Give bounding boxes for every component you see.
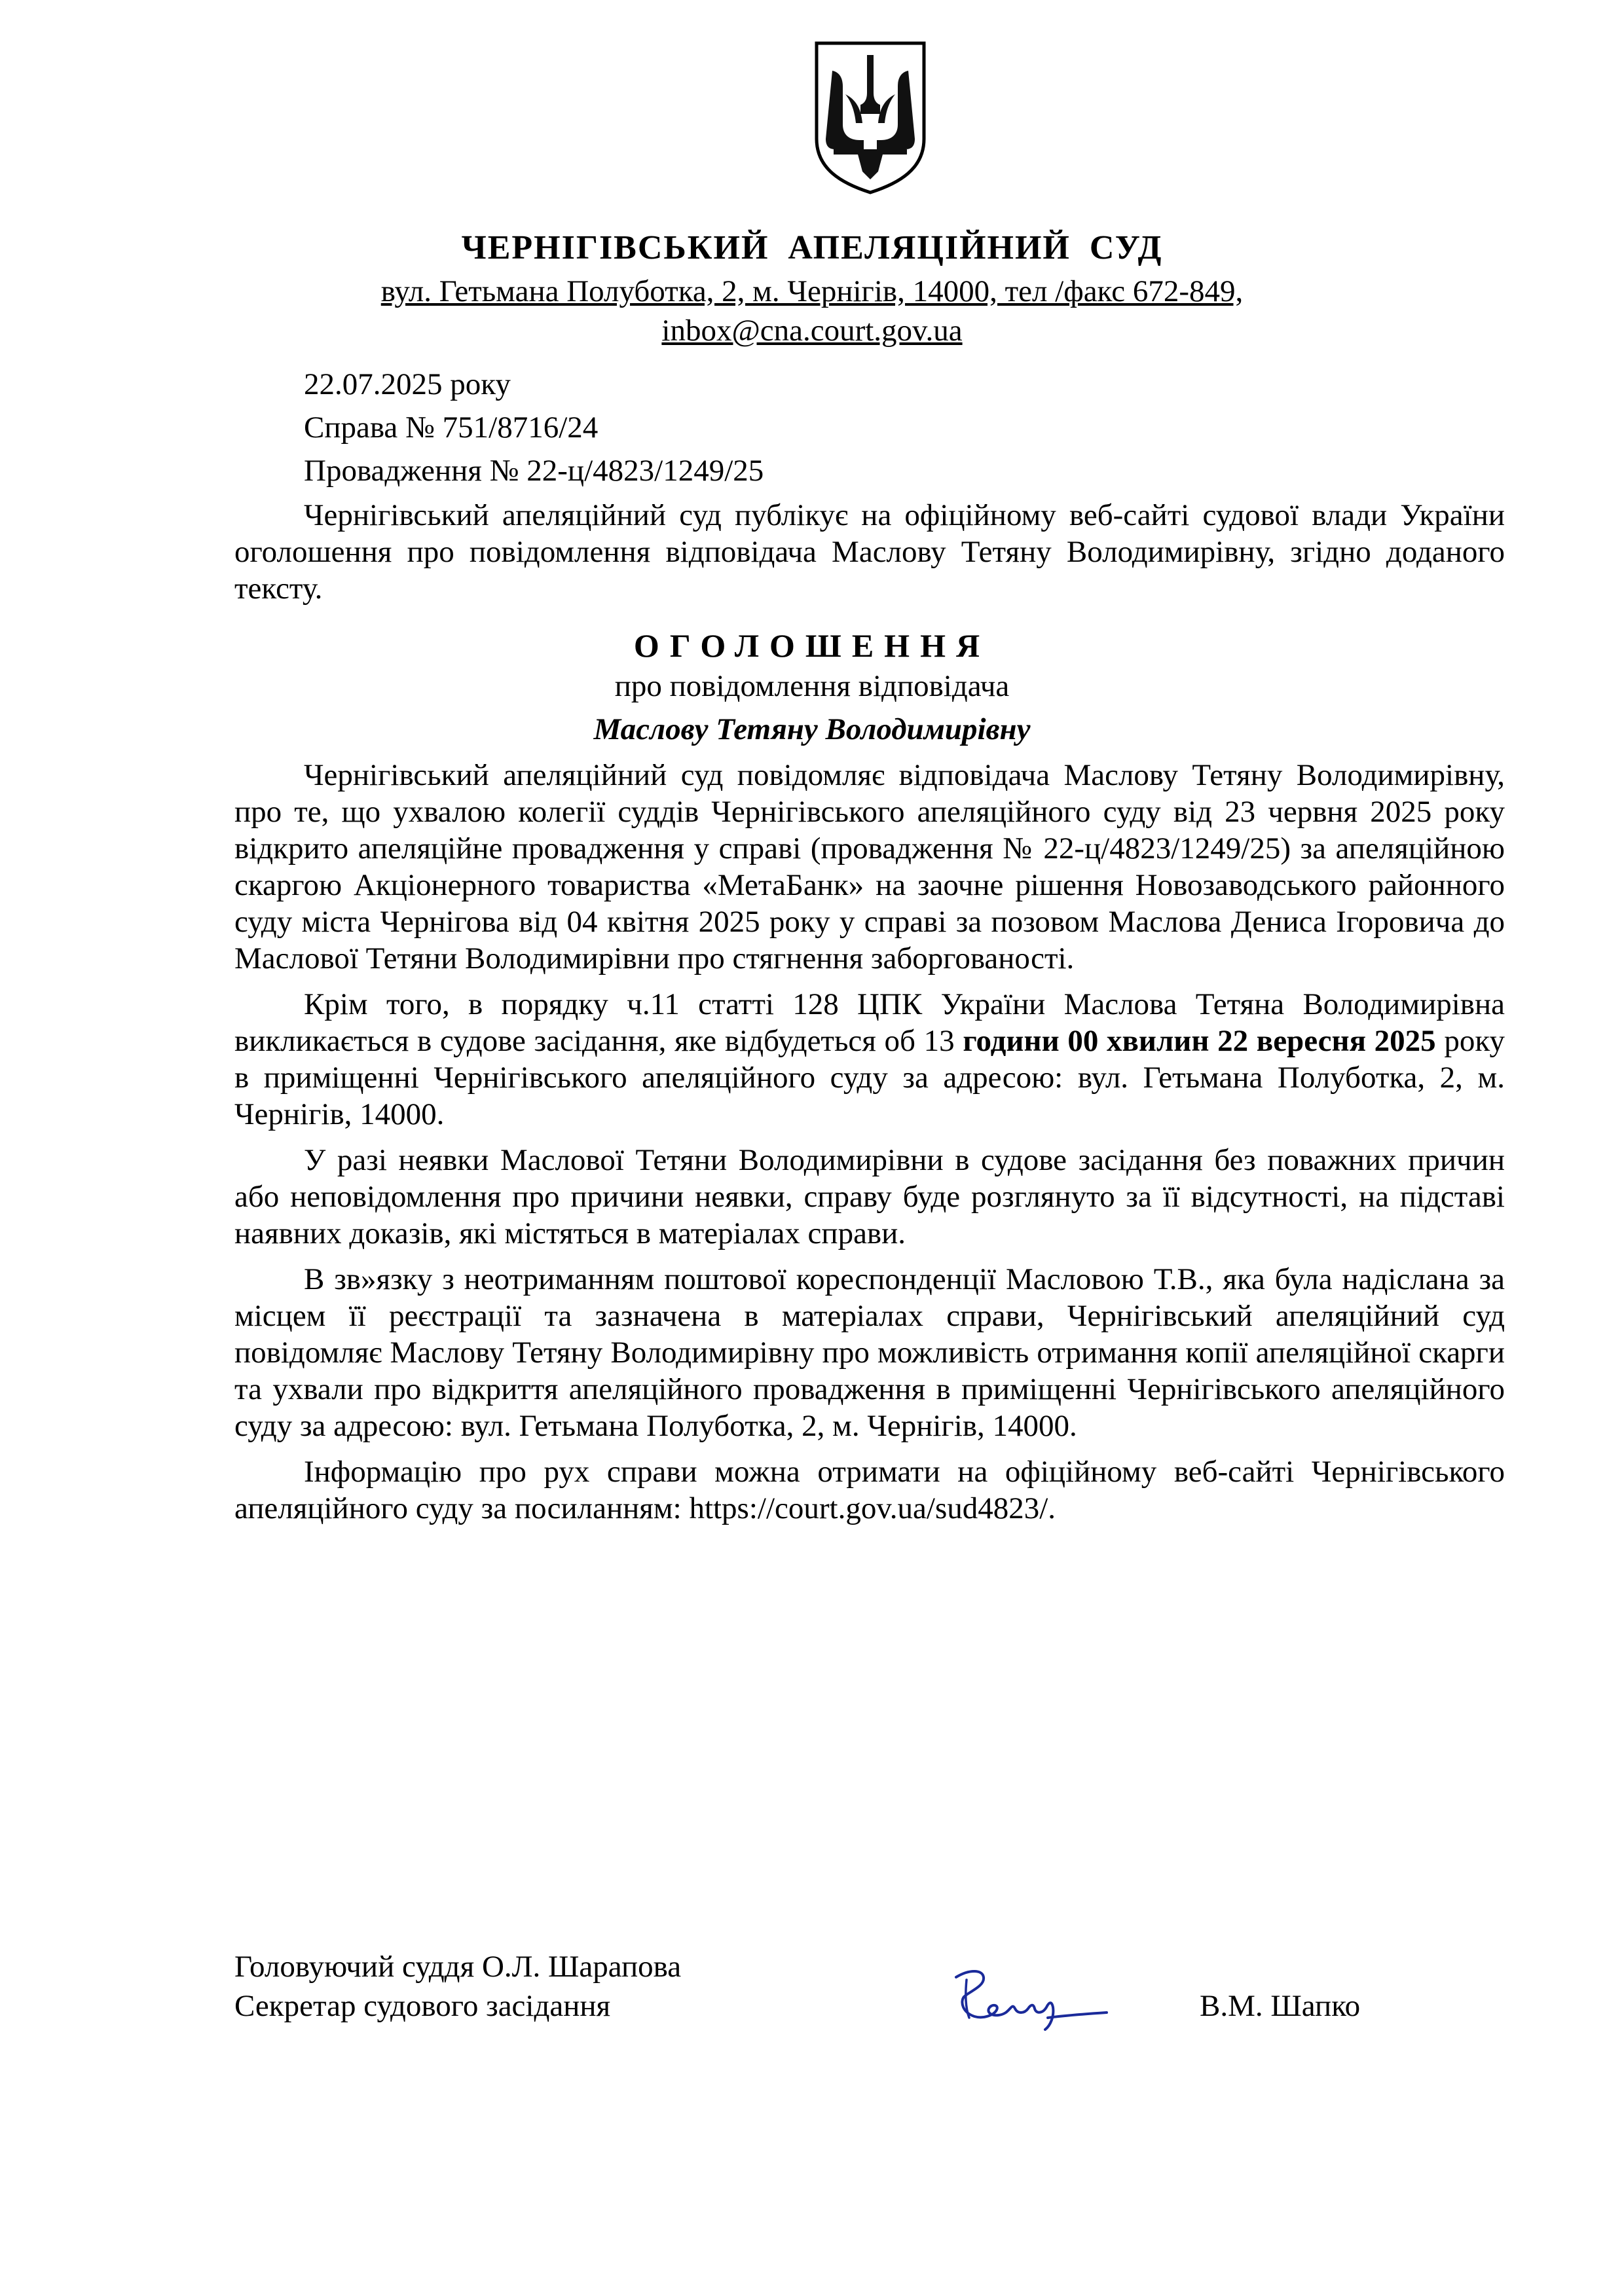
body-paragraph-2-part-2: року в приміщенні Чернігівського апеляційного суду за адресою: вул. Гетьмана Полуботка, 2, м. Чернігів, 14000. [234, 1024, 1505, 1131]
coat-of-arms-icon [814, 41, 927, 195]
body-paragraph-2-part-1: Крім того, в порядку ч.11 статті 128 ЦПК України Маслова Тетяна Володимирівна викликається в судове засідання, яке відбудеться об 13 [234, 987, 1505, 1058]
announcement-person: Маслову Тетяну Володимирівну [593, 712, 1031, 746]
body-paragraph-5: Інформацію про рух справи можна отримати на офіційному веб-сайті Чернігівського апеляційного суду за посиланням: https://court.gov.ua/sud4823/. [234, 1455, 1505, 1525]
letter-date: 22.07.2025 року [304, 367, 511, 401]
announcement-body [234, 757, 1505, 1527]
body-paragraph-4: В зв»язку з неотриманням поштової кореспонденції Масловою Т.В., яка була надіслана за місцем її реєстрації та зазначена в матеріалах справи, Чернігівський апеляційний суд повідомляє Маслову Тетяну Володимирівну про можливість отримання копії апеляційної скарги та ухвали про відкриття апеляційного провадження в приміщенні Чернігівського апеляційного суду за адресою: вул. Гетьмана Полуботка, 2, м. Чернігів, 14000. [234, 1262, 1505, 1443]
court-name: ЧЕРНІГІВСЬКИЙ АПЕЛЯЦІЙНИЙ СУД [461, 229, 1163, 266]
announcement-title: ОГОЛОШЕННЯ [633, 627, 991, 664]
presiding-judge: Головуючий суддя О.Л. Шарапова [234, 1950, 682, 1984]
body-paragraph-1: Чернігівський апеляційний суд повідомляє відповідача Маслову Тетяну Володимирівну, про те, що ухвалою колегії суддів Чернігівського апеляційного суду від 23 червня 2025 року відкрито апеляційне провадження у справі (провадження № 22-ц/4823/1249/25) за апеляційною скаргою Акціонерного товариства «МетаБанк» на заочне рішення Новозаводського районного суду міста Чернігова від 04 квітня 2025 року у справі за позовом Маслова Дениса Ігоровича до Маслової Тетяни Володимирівни про стягнення заборгованості. [234, 758, 1505, 975]
body-paragraph-2 [234, 986, 1505, 1133]
secretary-title: Секретар судового засідання [234, 1989, 611, 2023]
intro-paragraph [234, 497, 1505, 607]
proceeding-number: Провадження № 22-ц/4823/1249/25 [304, 454, 764, 488]
court-email: inbox@cna.court.gov.ua [661, 314, 963, 348]
case-number: Справа № 751/8716/24 [304, 410, 599, 445]
announcement-subtitle: про повідомлення відповідача [614, 669, 1010, 703]
intro-text: Чернігівський апеляційний суд публікує на офіційному веб-сайті судової влади України оголошення про повідомлення відповідача Маслову Тетяну Володимирівну, згідно доданого тексту. [234, 498, 1505, 606]
secretary-name: В.М. Шапко [1200, 1989, 1361, 2023]
handwritten-signature-icon [943, 1958, 1113, 2036]
court-address: вул. Гетьмана Полуботка, 2, м. Чернігів, 14000, тел /факс 672-849, [380, 274, 1244, 308]
body-paragraph-3: У разі неявки Маслової Тетяни Володимирівни в судове засідання без поважних причин або неповідомлення про причини неявки, справу буде розглянуто за її відсутності, на підставі наявних доказів, які містяться в матеріалах справи. [234, 1143, 1505, 1250]
hearing-time: години 00 хвилин 22 вересня 2025 [963, 1024, 1436, 1058]
